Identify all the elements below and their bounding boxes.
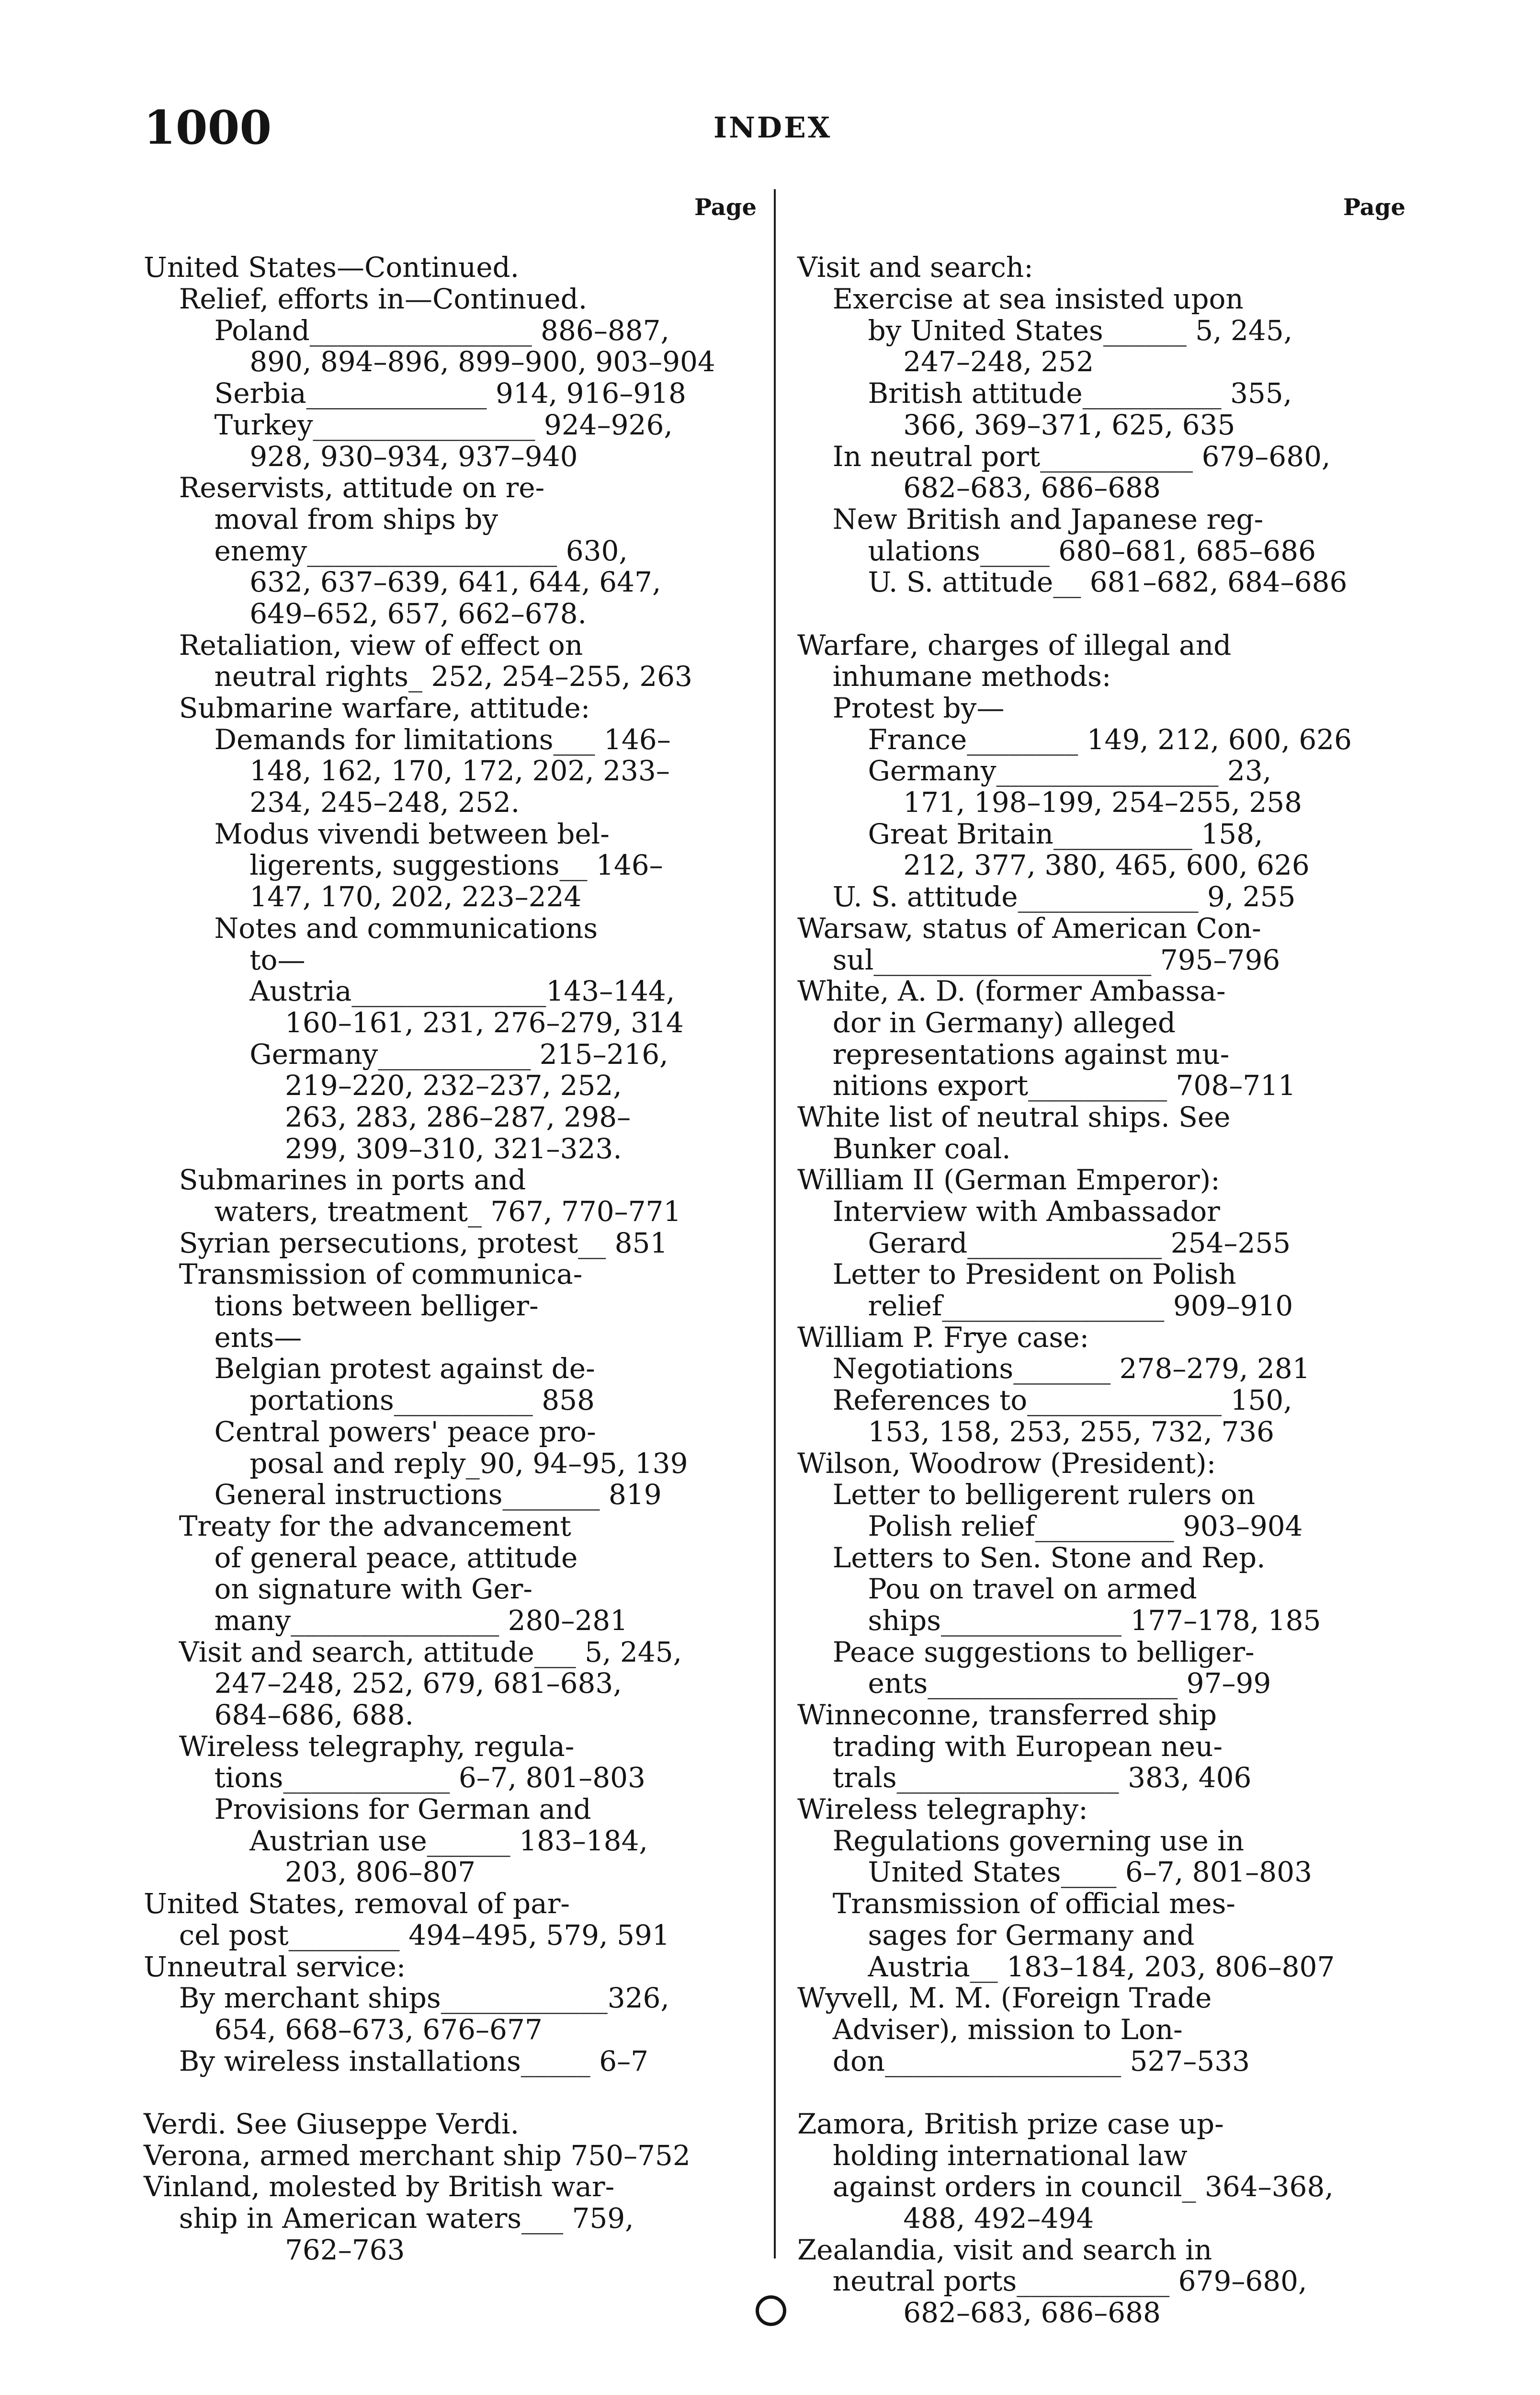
index-entry-line: Gerard______________ 254–255: [797, 1226, 1291, 1259]
index-entry-line: 684–686, 688.: [144, 1699, 414, 1732]
index-entry-line: Visit and search:: [797, 251, 1033, 284]
index-entry-line: United States, removal of par-: [144, 1887, 570, 1920]
index-entry-line: Belgian protest against de-: [144, 1352, 595, 1385]
index-entry-line: Austrian use______ 183–184,: [144, 1824, 648, 1857]
index-entry-line: 762–763: [144, 2233, 405, 2266]
index-entry-line: Unneutral service:: [144, 1950, 406, 1983]
index-entry-line: posal and reply_90, 94–95, 139: [144, 1447, 688, 1480]
index-entry-line: Protest by—: [797, 692, 1005, 725]
index-entry-line: ships_____________ 177–178, 185: [797, 1604, 1321, 1637]
index-entry-line: to—: [144, 943, 306, 976]
index-entry-line: Austria__ 183–184, 203, 806–807: [797, 1950, 1335, 1983]
index-entry-line: Germany________________ 23,: [797, 754, 1272, 787]
index-entry-line: ents__________________ 97–99: [797, 1667, 1271, 1700]
index-entry-line: moval from ships by: [144, 502, 498, 536]
index-entry-line: dor in Germany) alleged: [797, 1006, 1176, 1039]
index-entry-line: relief________________ 909–910: [797, 1289, 1293, 1323]
index-entry-line: ulations_____ 680–681, 685–686: [797, 534, 1316, 567]
index-entry-line: Transmission of communica-: [144, 1258, 583, 1291]
index-entry-line: Serbia_____________ 914, 916–918: [144, 377, 686, 410]
index-entry-line: General instructions_______ 819: [144, 1478, 662, 1511]
index-entry-line: neutral rights_ 252, 254–255, 263: [144, 660, 692, 693]
index-entry-line: Winneconne, transferred ship: [797, 1699, 1217, 1732]
index-entry-line: trading with European neu-: [797, 1730, 1223, 1763]
index-entry-line: Wilson, Woodrow (President):: [797, 1447, 1216, 1480]
index-entry-line: Letter to President on Polish: [797, 1258, 1236, 1291]
index-entry-line: 147, 170, 202, 223–224: [144, 880, 582, 913]
index-entry-line: 203, 806–807: [144, 1856, 476, 1889]
index-entry-line: Negotiations_______ 278–279, 281: [797, 1352, 1310, 1385]
index-entry-line: [797, 2077, 1405, 2109]
index-entry-line: Provisions for German and: [144, 1793, 591, 1826]
index-entry-line: Verona, armed merchant ship 750–752: [144, 2139, 691, 2172]
index-entry-line: Relief, efforts in—Continued.: [144, 283, 588, 316]
index-entry-line: Warfare, charges of illegal and: [797, 628, 1232, 661]
index-entry-line: 171, 198–199, 254–255, 258: [797, 786, 1302, 819]
index-entry-line: 488, 492–494: [797, 2202, 1094, 2235]
index-entry-line: 928, 930–934, 937–940: [144, 440, 578, 473]
index-entry-line: cel post________ 494–495, 579, 591: [144, 1918, 670, 1951]
index-entry-line: New British and Japanese reg-: [797, 502, 1264, 536]
index-entry-line: By wireless installations_____ 6–7: [144, 2044, 649, 2077]
index-entry-line: Exercise at sea insisted upon: [797, 283, 1244, 316]
index-entry-line: don_________________ 527–533: [797, 2044, 1250, 2077]
column-divider: [774, 189, 776, 2258]
index-entry-line: British attitude__________ 355,: [797, 377, 1292, 410]
index-entry-line: Bunker coal.: [797, 1132, 1011, 1165]
index-entry-line: William II (German Emperor):: [797, 1163, 1220, 1197]
index-entry-line: Syrian persecutions, protest__ 851: [144, 1226, 668, 1259]
index-entry-line: Letters to Sen. Stone and Rep.: [797, 1541, 1266, 1574]
index-entry-line: 153, 158, 253, 255, 732, 736: [797, 1415, 1275, 1448]
page-column-label: Page: [694, 194, 757, 221]
index-entry-line: 649–652, 657, 662–678.: [144, 597, 587, 630]
index-entry-line: United States____ 6–7, 801–803: [797, 1856, 1313, 1889]
index-entry-line: 632, 637–639, 641, 644, 647,: [144, 566, 661, 599]
index-entry-line: Warsaw, status of American Con-: [797, 912, 1261, 945]
index-entry-line: ship in American waters___ 759,: [144, 2202, 634, 2235]
index-entry-line: Zamora, British prize case up-: [797, 2107, 1224, 2140]
index-entry-line: Interview with Ambassador: [797, 1195, 1220, 1228]
index-entry-line: 682–683, 686–688: [797, 2296, 1161, 2329]
index-entry-line: 890, 894–896, 899–900, 903–904: [144, 345, 715, 378]
index-entry-line: Austria______________143–144,: [144, 975, 675, 1008]
running-title: INDEX: [713, 111, 832, 145]
index-entry-line: 366, 369–371, 625, 635: [797, 408, 1235, 441]
index-entry-line: of general peace, attitude: [144, 1541, 578, 1574]
index-column-left: [144, 189, 757, 2266]
index-entry-line: Great Britain__________ 158,: [797, 817, 1263, 850]
index-entry-line: inhumane methods:: [797, 660, 1111, 693]
index-entry-line: on signature with Ger-: [144, 1573, 532, 1606]
index-entry-line: Germany___________ 215–216,: [144, 1038, 668, 1071]
index-entry-line: Central powers' peace pro-: [144, 1415, 596, 1448]
index-entry-line: Wireless telegraphy, regula-: [144, 1730, 575, 1763]
index-entry-line: William P. Frye case:: [797, 1321, 1089, 1354]
index-entry-line: 148, 162, 170, 172, 202, 233–: [144, 754, 670, 787]
index-entry-line: Demands for limitations___ 146–: [144, 723, 671, 756]
index-entry-line: [797, 598, 1405, 630]
index-entry-line: United States—Continued.: [144, 251, 520, 284]
index-entry-line: 219–220, 232–237, 252,: [144, 1069, 622, 1102]
index-entry-line: Wireless telegraphy:: [797, 1793, 1088, 1826]
index-entry-line: 263, 283, 286–287, 298–: [144, 1100, 631, 1133]
index-entry-line: 212, 377, 380, 465, 600, 626: [797, 849, 1310, 882]
index-entry-line: 160–161, 231, 276–279, 314: [144, 1006, 684, 1039]
index-entry-line: many_______________ 280–281: [144, 1604, 628, 1637]
index-entry-line: Transmission of official mes-: [797, 1887, 1235, 1920]
index-entry-line: 247–248, 252, 679, 681–683,: [144, 1667, 622, 1700]
end-of-page-mark: [756, 2295, 786, 2326]
index-entry-line: Letter to belligerent rulers on: [797, 1478, 1256, 1511]
index-entry-line: ents—: [144, 1321, 302, 1354]
index-entry-line: tions between belliger-: [144, 1289, 539, 1323]
index-entry-line: ligerents, suggestions__ 146–: [144, 849, 663, 882]
index-entry-line: sages for Germany and: [797, 1918, 1195, 1951]
index-entry-line: 682–683, 686–688: [797, 471, 1161, 504]
index-entry-line: Verdi. See Giuseppe Verdi.: [144, 2107, 520, 2140]
index-entry-line: By merchant ships____________326,: [144, 1982, 669, 2015]
index-entry-line: holding international law: [797, 2139, 1188, 2172]
index-entry-line: Vinland, molested by British war-: [144, 2170, 615, 2203]
index-entry-line: sul____________________ 795–796: [797, 943, 1280, 976]
index-entry-line: Reservists, attitude on re-: [144, 471, 545, 504]
index-entry-line: Adviser), mission to Lon-: [797, 2013, 1183, 2046]
index-entry-line: nitions export__________ 708–711: [797, 1069, 1296, 1102]
index-entry-line: Retaliation, view of effect on: [144, 628, 583, 661]
index-entry-line: Poland________________ 886–887,: [144, 314, 669, 347]
index-entry-line: White list of neutral ships. See: [797, 1100, 1231, 1133]
index-entry-line: 247–248, 252: [797, 345, 1094, 378]
index-entry-line: Pou on travel on armed: [797, 1573, 1197, 1606]
index-entry-line: U. S. attitude_____________ 9, 255: [797, 880, 1296, 913]
index-entry-line: representations against mu-: [797, 1038, 1230, 1071]
index-entry-line: Regulations governing use in: [797, 1824, 1245, 1857]
index-entry-line: Treaty for the advancement: [144, 1509, 571, 1542]
index-entry-line: Visit and search, attitude___ 5, 245,: [144, 1635, 682, 1668]
index-entry-line: Submarine warfare, attitude:: [144, 692, 590, 725]
page-number: 1000: [144, 101, 272, 155]
index-entry-line: waters, treatment_ 767, 770–771: [144, 1195, 681, 1228]
index-entry-line: Peace suggestions to belliger-: [797, 1635, 1255, 1668]
index-column-right: [797, 189, 1405, 2329]
index-entry-line: Turkey________________ 924–926,: [144, 408, 673, 441]
index-entry-line: 234, 245–248, 252.: [144, 786, 520, 819]
index-entry-line: In neutral port___________ 679–680,: [797, 440, 1331, 473]
index-entry-line: Notes and communications: [144, 912, 598, 945]
index-entry-line: Wyvell, M. M. (Foreign Trade: [797, 1982, 1212, 2015]
index-entry-line: portations__________ 858: [144, 1384, 595, 1417]
page-column-label: Page: [1343, 194, 1405, 221]
index-entry-line: 299, 309–310, 321–323.: [144, 1132, 622, 1165]
index-entry-line: U. S. attitude__ 681–682, 684–686: [797, 566, 1348, 599]
index-entry-line: Modus vivendi between bel-: [144, 817, 610, 850]
index-entry-line: France________ 149, 212, 600, 626: [797, 723, 1352, 756]
index-entry-line: by United States______ 5, 245,: [797, 314, 1293, 347]
index-entry-line: References to______________ 150,: [797, 1384, 1292, 1417]
index-entry-line: Polish relief__________ 903–904: [797, 1509, 1303, 1542]
index-entry-line: neutral ports___________ 679–680,: [797, 2265, 1307, 2298]
index-entry-line: 654, 668–673, 676–677: [144, 2013, 543, 2046]
index-entry-line: Zealandia, visit and search in: [797, 2233, 1212, 2266]
index-entry-line: against orders in council_ 364–368,: [797, 2170, 1334, 2203]
index-entry-line: White, A. D. (former Ambassa-: [797, 975, 1226, 1008]
index-entry-line: trals________________ 383, 406: [797, 1761, 1252, 1794]
index-entry-line: enemy__________________ 630,: [144, 534, 628, 567]
index-entry-line: [144, 2077, 757, 2109]
index-entry-line: tions____________ 6–7, 801–803: [144, 1761, 645, 1794]
index-entry-line: Submarines in ports and: [144, 1163, 526, 1197]
